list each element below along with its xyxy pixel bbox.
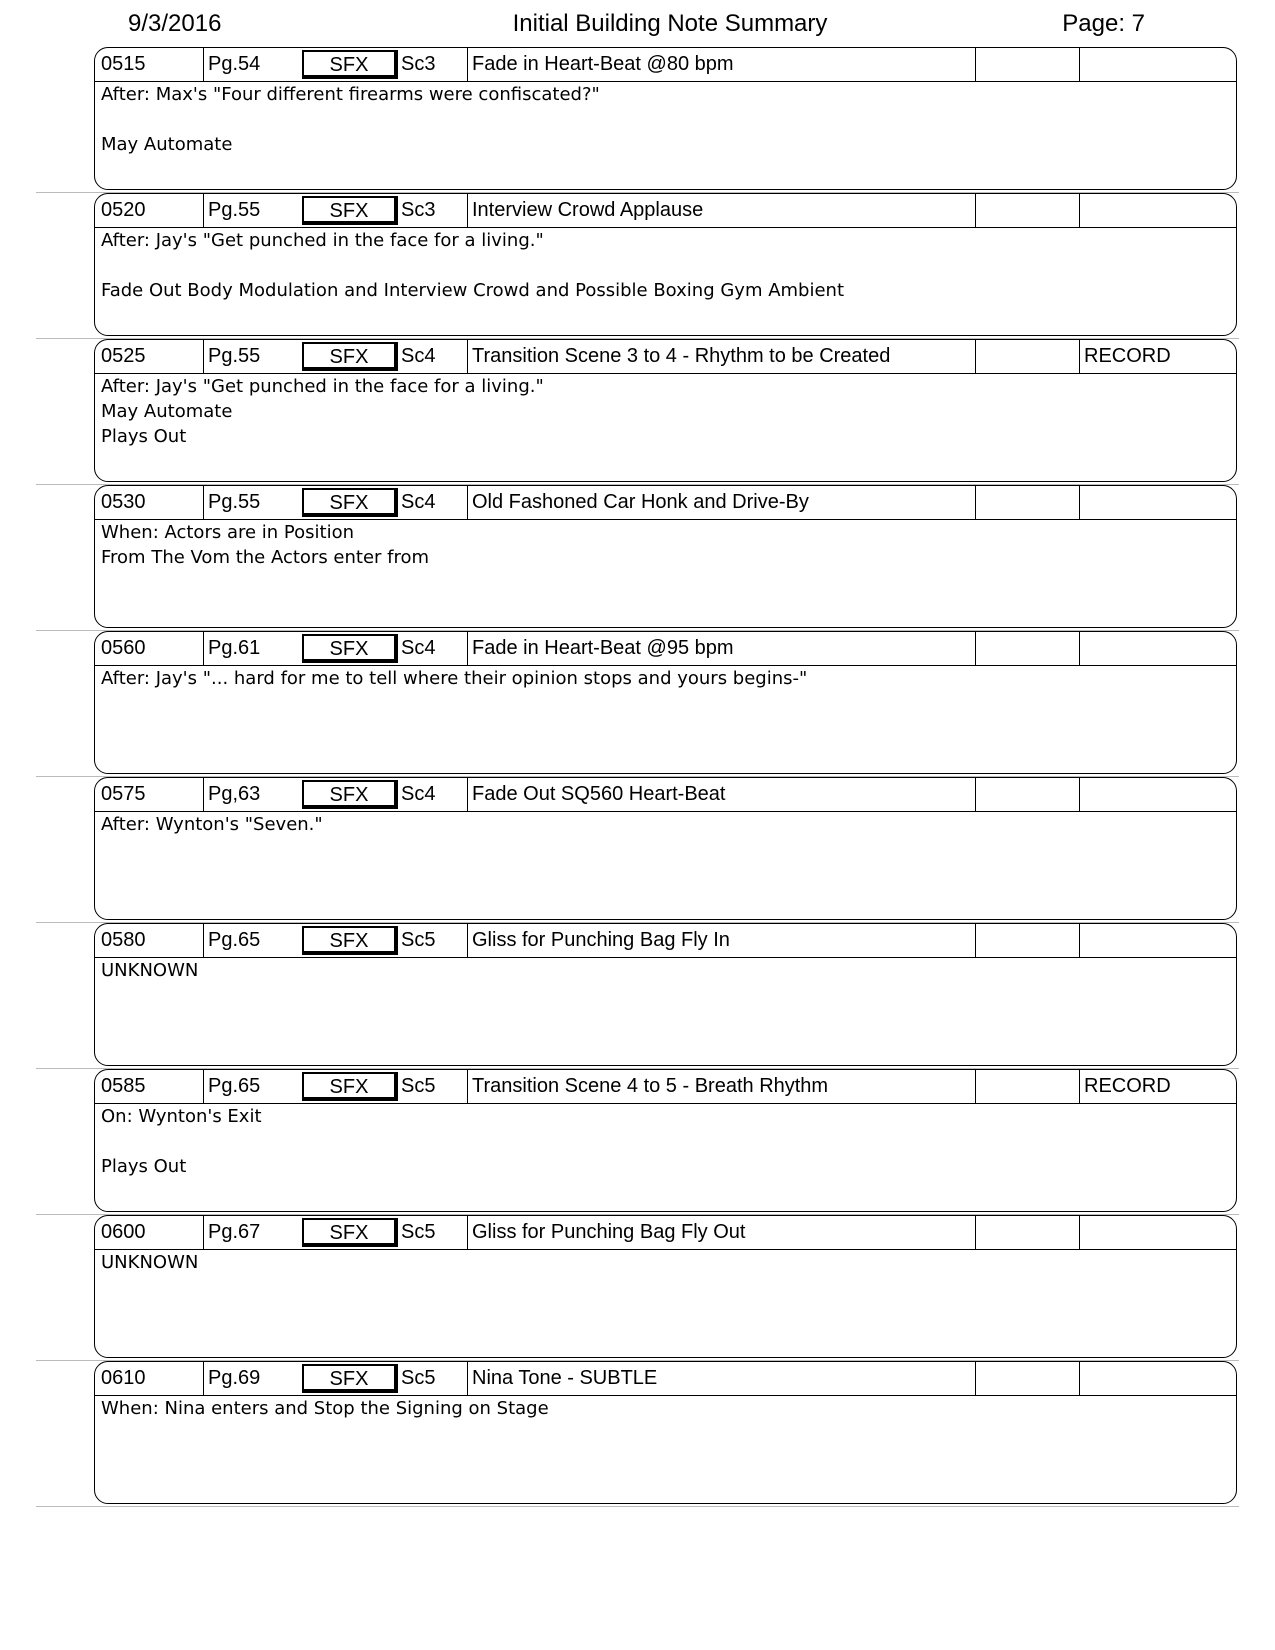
cue-description: Nina Tone - SUBTLE — [467, 1362, 975, 1395]
cue-note-line: When: Actors are in Position — [101, 522, 354, 543]
cue-note — [101, 374, 1221, 449]
cue-blank-field — [975, 194, 1079, 227]
cue-page: Pg,63 — [203, 778, 301, 811]
cue-scene: Sc4 — [401, 491, 436, 513]
cue-page: Pg.55 — [203, 486, 301, 519]
cue-page: Pg.55 — [203, 194, 301, 227]
cue-blank-field — [975, 1216, 1079, 1249]
cue-blank-field — [975, 924, 1079, 957]
cue-entry — [94, 1069, 1239, 1215]
cue-note-line — [101, 1129, 1221, 1154]
cue-header-row — [95, 1216, 1236, 1250]
cue-card — [94, 47, 1237, 190]
cue-header-row — [95, 778, 1236, 812]
cue-note-line: After: Jay's "... hard for me to tell where their opinion stops and yours begins-" — [101, 668, 808, 689]
cue-description: Gliss for Punching Bag Fly Out — [467, 1216, 975, 1249]
cue-blank-field — [975, 48, 1079, 81]
cue-header-row — [95, 340, 1236, 374]
cue-scene: Sc4 — [401, 637, 436, 659]
cue-note-line: After: Wynton's "Seven." — [101, 814, 323, 835]
cue-record-field — [1079, 632, 1249, 665]
cue-description: Interview Crowd Applause — [467, 194, 975, 227]
cue-description: Transition Scene 4 to 5 - Breath Rhythm — [467, 1070, 975, 1103]
cue-record-field — [1079, 924, 1249, 957]
cue-number: 0610 — [101, 1367, 146, 1389]
cue-header-row — [95, 924, 1236, 958]
cue-description: Gliss for Punching Bag Fly In — [467, 924, 975, 957]
cue-page: Pg.55 — [203, 340, 301, 373]
cue-number: 0580 — [101, 929, 146, 951]
cue-entry — [94, 1215, 1239, 1361]
cue-number: 0600 — [101, 1221, 146, 1243]
cue-page: Pg.65 — [203, 924, 301, 957]
cue-note — [101, 82, 1221, 157]
cue-note — [101, 958, 1221, 983]
cue-description: Transition Scene 3 to 4 - Rhythm to be Created — [467, 340, 975, 373]
cue-note-line: Plays Out — [101, 1156, 187, 1177]
cue-scene: Sc5 — [401, 1075, 436, 1097]
cue-note-line: On: Wynton's Exit — [101, 1106, 262, 1127]
cue-type: SFX — [302, 926, 398, 955]
cue-type: SFX — [302, 50, 398, 79]
cue-scene: Sc4 — [401, 783, 436, 805]
cue-note — [101, 1250, 1221, 1275]
cue-number: 0585 — [101, 1075, 146, 1097]
cue-page: Pg.67 — [203, 1216, 301, 1249]
cue-type: SFX — [302, 1364, 398, 1393]
row-divider — [36, 1506, 1239, 1507]
cue-note-line: After: Jay's "Get punched in the face for a living." — [101, 376, 544, 397]
cue-record-field: RECORD — [1079, 1070, 1249, 1103]
cue-record-field: RECORD — [1079, 340, 1249, 373]
cue-entry — [94, 485, 1239, 631]
cue-header-row — [95, 1362, 1236, 1396]
cue-card — [94, 193, 1237, 336]
cue-header-row — [95, 632, 1236, 666]
cue-page: Pg.61 — [203, 632, 301, 665]
cue-type: SFX — [302, 488, 398, 517]
cue-page: Pg.65 — [203, 1070, 301, 1103]
cue-number: 0520 — [101, 199, 146, 221]
report-date: 9/3/2016 — [128, 10, 222, 37]
page-number: Page: 7 — [1062, 10, 1145, 37]
cue-entry — [94, 1361, 1239, 1507]
cue-description: Old Fashoned Car Honk and Drive-By — [467, 486, 975, 519]
cue-note-line: Fade Out Body Modulation and Interview Crowd and Possible Boxing Gym Ambient — [101, 280, 845, 301]
cue-note — [101, 666, 1221, 691]
cue-entry — [94, 339, 1239, 485]
cue-note-line: After: Jay's "Get punched in the face for a living." — [101, 230, 544, 251]
cue-description: Fade in Heart-Beat @95 bpm — [467, 632, 975, 665]
cue-card — [94, 339, 1237, 482]
cue-scene: Sc5 — [401, 1367, 436, 1389]
cue-page: Pg.54 — [203, 48, 301, 81]
cue-description: Fade in Heart-Beat @80 bpm — [467, 48, 975, 81]
cue-blank-field — [975, 486, 1079, 519]
cue-note-line — [101, 253, 1221, 278]
cue-entry — [94, 47, 1239, 193]
cue-card — [94, 631, 1237, 774]
cue-entry — [94, 777, 1239, 923]
cue-list — [94, 47, 1239, 1507]
cue-note-line: When: Nina enters and Stop the Signing on Stage — [101, 1398, 549, 1419]
cue-type: SFX — [302, 634, 398, 663]
cue-blank-field — [975, 340, 1079, 373]
cue-header-row — [95, 1070, 1236, 1104]
cue-header-row — [95, 486, 1236, 520]
cue-record-field — [1079, 486, 1249, 519]
cue-header-row — [95, 48, 1236, 82]
cue-card — [94, 777, 1237, 920]
cue-card — [94, 1215, 1237, 1358]
cue-scene: Sc3 — [401, 53, 436, 75]
cue-note-line: UNKNOWN — [101, 960, 199, 981]
cue-entry — [94, 631, 1239, 777]
cue-number: 0515 — [101, 53, 146, 75]
cue-note-line: After: Max's "Four different firearms were confiscated?" — [101, 84, 600, 105]
cue-scene: Sc5 — [401, 929, 436, 951]
cue-note-line: May Automate — [101, 401, 233, 422]
cue-record-field — [1079, 48, 1249, 81]
cue-number: 0530 — [101, 491, 146, 513]
cue-blank-field — [975, 778, 1079, 811]
cue-record-field — [1079, 1216, 1249, 1249]
cue-record-field — [1079, 778, 1249, 811]
cue-note — [101, 812, 1221, 837]
cue-note-line: From The Vom the Actors enter from — [101, 547, 430, 568]
cue-scene: Sc5 — [401, 1221, 436, 1243]
cue-type: SFX — [302, 1218, 398, 1247]
cue-record-field — [1079, 1362, 1249, 1395]
cue-number: 0525 — [101, 345, 146, 367]
cue-note-line — [101, 107, 1221, 132]
cue-note — [101, 1396, 1221, 1421]
cue-number: 0560 — [101, 637, 146, 659]
cue-type: SFX — [302, 196, 398, 225]
cue-type: SFX — [302, 780, 398, 809]
cue-page: Pg.69 — [203, 1362, 301, 1395]
cue-scene: Sc3 — [401, 199, 436, 221]
cue-type: SFX — [302, 1072, 398, 1101]
cue-note-line: Plays Out — [101, 426, 187, 447]
cue-note — [101, 520, 1221, 570]
cue-type: SFX — [302, 342, 398, 371]
cue-card — [94, 1069, 1237, 1212]
cue-note-line: May Automate — [101, 134, 233, 155]
report-title: Initial Building Note Summary — [512, 10, 828, 37]
cue-entry — [94, 193, 1239, 339]
cue-header-row — [95, 194, 1236, 228]
cue-note — [101, 1104, 1221, 1179]
cue-blank-field — [975, 1070, 1079, 1103]
cue-card — [94, 485, 1237, 628]
cue-description: Fade Out SQ560 Heart-Beat — [467, 778, 975, 811]
cue-card — [94, 923, 1237, 1066]
cue-note-line: UNKNOWN — [101, 1252, 199, 1273]
cue-note — [101, 228, 1221, 303]
cue-number: 0575 — [101, 783, 146, 805]
cue-blank-field — [975, 1362, 1079, 1395]
cue-scene: Sc4 — [401, 345, 436, 367]
cue-blank-field — [975, 632, 1079, 665]
cue-card — [94, 1361, 1237, 1504]
cue-entry — [94, 923, 1239, 1069]
cue-record-field — [1079, 194, 1249, 227]
